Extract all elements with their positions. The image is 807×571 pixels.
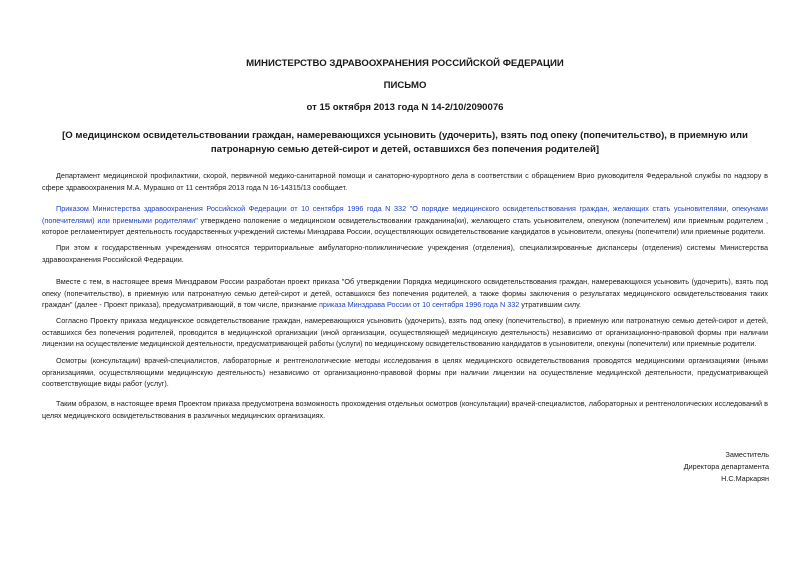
paragraph-2-text-a: утверждено положение о медицинском освидетельствовании гражданина(ки), желающего стать усыновителем, опекуном (попечителем) или приемным родителем — [197, 215, 764, 225]
order-332-link[interactable]: Приказом Министерства здравоохранения Российской Федерации от 10 сентября 1996 года N 332 "О порядке медицинского освидетельствования граждан, желающих стать усыновителями, опекунами (попечителями) или приемными родителями" — [42, 204, 768, 225]
signature-department: Директора департамента — [683, 462, 769, 471]
signature-name: Н.С.Маркарян — [721, 474, 769, 483]
paragraph-2 — [42, 203, 768, 238]
paragraph-3: При этом к государственным учреждениям относятся территориальные амбулаторно-поликлинические учреждения (отделения), специализированные диспансеры (отделения) системы Министерства здравоохранения Российской Федерации. — [42, 243, 768, 264]
ministry-heading: МИНИСТЕРСТВО ЗДРАВООХРАНЕНИЯ РОССИЙСКОЙ ФЕДЕРАЦИИ — [246, 58, 564, 69]
order-332-repeal-link[interactable]: приказа Минздрава России от 10 сентября 1996 года N 332 — [318, 300, 520, 310]
paragraph-4-text-b: утратившим силу. — [519, 300, 582, 310]
paragraph-5: Согласно Проекту приказа медицинское освидетельствование граждан, намеревающихся усыновить (удочерить), взять под опеку (попечительство), в приемную или патронатную семью детей-сирот и детей, оставшихся без попечения родителей, проводится в медицинской организации (иной организации, осуществляющей медицинскую деятельность) независимо от организационно-правовой формы при наличии лицензии на осуществление медицинской деятельности, предусматривающей работы (услуги) по медицинскому освидетельствованию кандидатов в усыновители, опекуны (попечители) или приемные родители. — [42, 316, 768, 349]
paragraph-7: Таким образом, в настоящее время Проектом приказа предусмотрена возможность прохождения отдельных осмотров (консультации) врачей-специалистов, лабораторных и рентгенологических исследований в целях медицинского освидетельствования в различных медицинских организациях. — [42, 399, 768, 420]
paragraph-6: Осмотры (консультации) врачей-специалистов, лабораторные и рентгенологические методы исследования в целях медицинского освидетельствования проводятся медицинскими организациями (иными организациями, осуществляющими медицинскую деятельность) независимо от организационно-правовой формы при наличии лицензии на осуществление медицинской деятельности, предусматривающей соответствующие виды работ (услуг). — [42, 356, 768, 389]
paragraph-4 — [42, 276, 768, 311]
document-type: ПИСЬМО — [383, 80, 427, 91]
document-title: [О медицинском освидетельствовании граждан, намеревающихся усыновить (удочерить), взять под опеку (попечительство), в приемную или патронарную семью детей-сирот и детей, оставшихся без попечения родителей] — [62, 130, 748, 155]
paragraph-1: Департамент медицинской профилактики, скорой, первичной медико-санитарной помощи и санаторно-курортного дела в соответствии с обращением Врио руководителя Федеральной службы по надзору в сфере здравоохранения М.А. Мурашко от 11 сентября 2013 года N 16-14315/13 сообщает. — [42, 171, 768, 192]
paragraph-4-text-a: Вместе с тем, в настоящее время Минздравом России разработан проект приказа "Об утверждении Порядка медицинского освидетельствования граждан, намеревающихся усыновить (удочерить), взять под опеку (попечительство), в приемную или патронатную семью детей-сирот и детей, оставшихся без попечения родителей, а также формы заключения о результатах медицинского освидетельствования таких граждан" (далее - Проект приказа), предусматривающий, в том числе, признание — [42, 277, 768, 310]
document-date-number: от 15 октября 2013 года N 14-2/10/2090076 — [306, 102, 504, 113]
signature-position: Заместитель — [725, 450, 769, 459]
paragraph-2-text-b: , которое регламентирует деятельность государственных учреждений системы Минздрава России, осуществляющих освидетельствование кандидатов в усыновители, опекуны (попечители) или приемные родители. — [42, 215, 769, 237]
